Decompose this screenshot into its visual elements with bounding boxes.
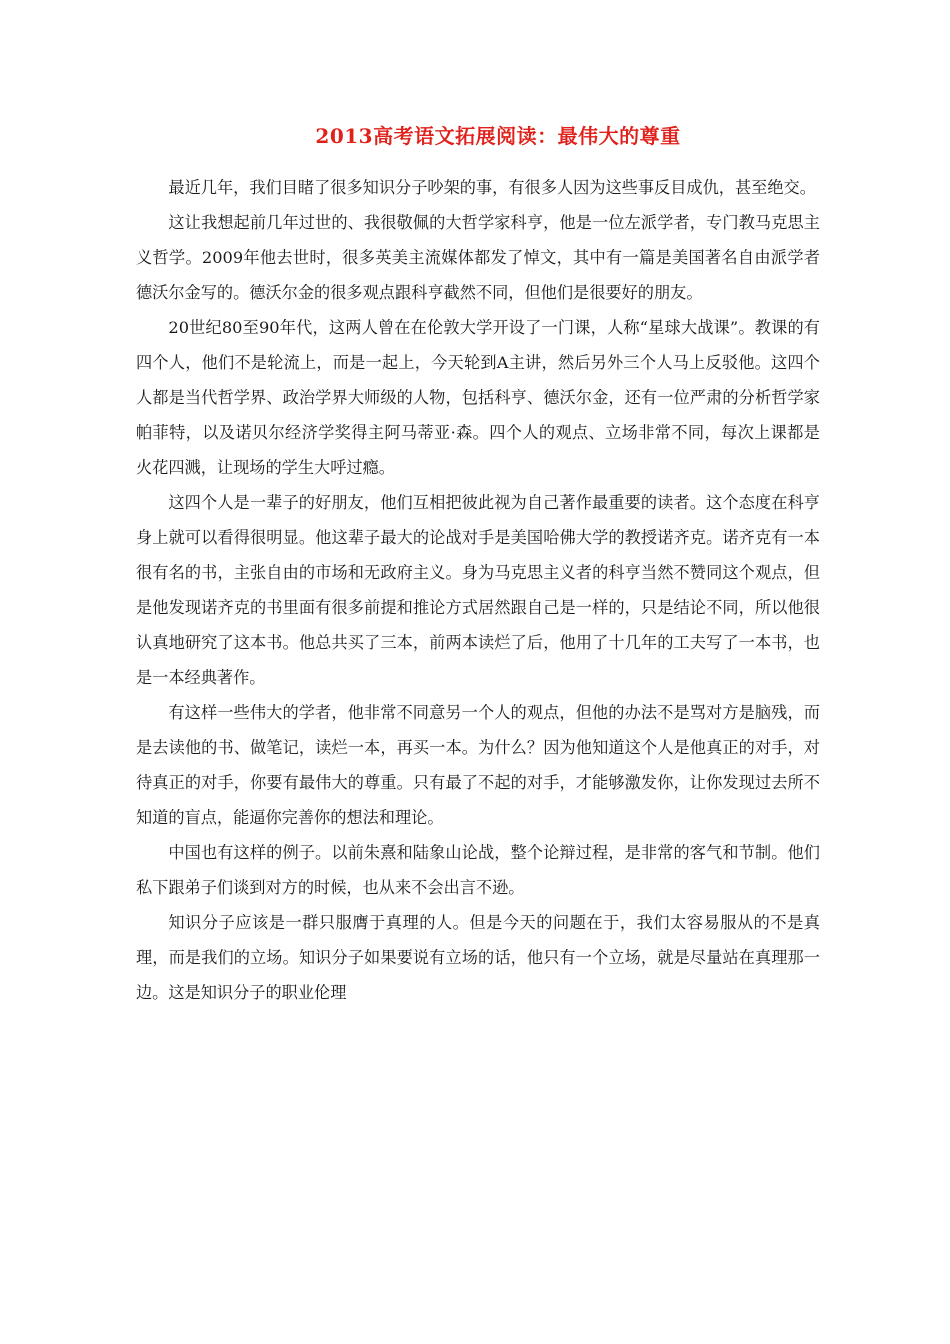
paragraph: 最近几年，我们目睹了很多知识分子吵架的事，有很多人因为这些事反目成仇，甚至绝交。 xyxy=(168,178,816,197)
paragraph: 知识分子应该是一群只服膺于真理的人。但是今天的问题在于，我们太容易服从的不是真理，而是我们的立场。知识分子如果要说有立场的话，他只有一个立场，就是尽量站在真理那一边。这是知识分子的职业伦理 xyxy=(136,913,820,1002)
paragraph: 20世纪80至90年代，这两人曾在在伦敦大学开设了一门课，人称“星球大战课”。教课的有四个人，他们不是轮流上，而是一起上，今天轮到A主讲，然后另外三个人马上反驳他。这四个人都是当代哲学界、政治学界大师级的人物，包括科亨、德沃尔金，还有一位严肃的分析哲学家帕菲特，以及诺贝尔经济学奖得主阿马蒂亚·森。四个人的观点、立场非常不同，每次上课都是火花四溅，让现场的学生大呼过瘾。 xyxy=(136,318,820,477)
document-body xyxy=(136,170,820,1010)
paragraph: 中国也有这样的例子。以前朱熹和陆象山论战，整个论辩过程，是非常的客气和节制。他们私下跟弟子们谈到对方的时候，也从来不会出言不逊。 xyxy=(136,843,820,897)
document-title: 2013高考语文拓展阅读：最伟大的尊重 xyxy=(315,124,681,148)
paragraph: 这四个人是一辈子的好朋友，他们互相把彼此视为自己著作最重要的读者。这个态度在科亨身上就可以看得很明显。他这辈子最大的论战对手是美国哈佛大学的教授诺齐克。诺齐克有一本很有名的书，主张自由的市场和无政府主义。身为马克思主义者的科亨当然不赞同这个观点，但是他发现诺齐克的书里面有很多前提和推论方式居然跟自己是一样的，只是结论不同，所以他很认真地研究了这本书。他总共买了三本，前两本读烂了后，他用了十几年的工夫写了一本书，也是一本经典著作。 xyxy=(136,493,820,687)
paragraph: 有这样一些伟大的学者，他非常不同意另一个人的观点，但他的办法不是骂对方是脑残，而是去读他的书、做笔记，读烂一本，再买一本。为什么？因为他知道这个人是他真正的对手，对待真正的对手，你要有最伟大的尊重。只有最了不起的对手，才能够激发你，让你发现过去所不知道的盲点，能逼你完善你的想法和理论。 xyxy=(136,703,820,827)
paragraph: 这让我想起前几年过世的、我很敬佩的大哲学家科亨，他是一位左派学者，专门教马克思主义哲学。2009年他去世时，很多英美主流媒体都发了悼文，其中有一篇是美国著名自由派学者德沃尔金写的。德沃尔金的很多观点跟科亨截然不同，但他们是很要好的朋友。 xyxy=(136,213,820,302)
